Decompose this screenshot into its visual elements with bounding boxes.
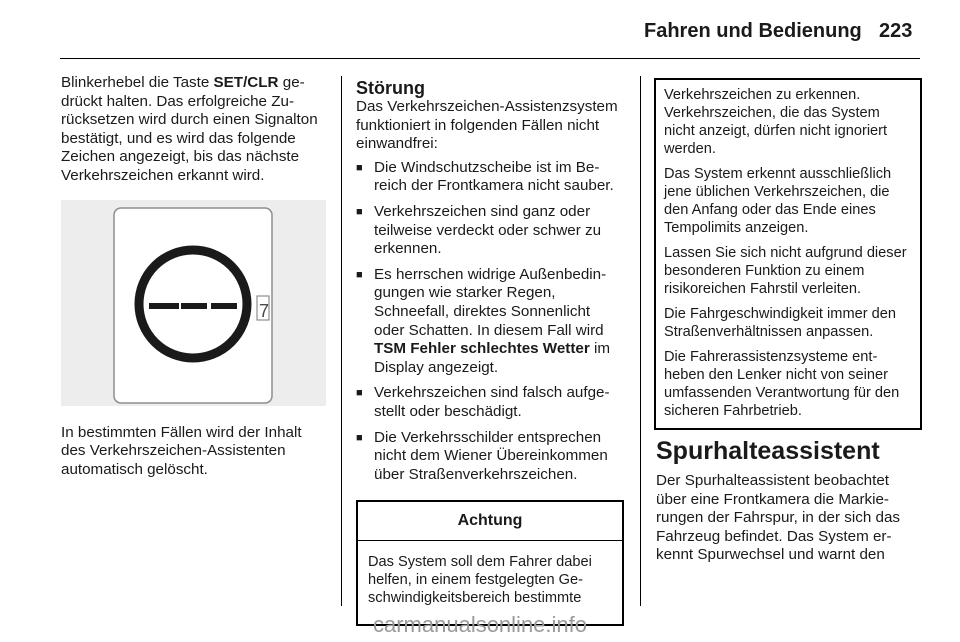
list-item: ■ Die Windschutzscheibe ist im Bereich der Frontkamera nicht sauber.	[356, 158, 614, 195]
watermark: carmanualsonline.info	[372, 612, 588, 637]
list-item: ■ Verkehrszeichen sind ganz oder teilweise verdeckt oder schwer zu erkennen.	[356, 202, 602, 258]
column-3	[656, 78, 922, 572]
warning-paragraph: Lassen Sie sich nicht aufgrund dieser besonderen Funktion zu einem risikoreichen Fahrstil verleiten.	[664, 245, 907, 297]
lane-assist-paragraph: Der Spurhalteassistent beobachtet über eine Frontkamera die Markierungen der Fahrspur, in der sich das Fahrzeug befindet. Das System erkennt Spurwechsel und warnt den	[656, 472, 900, 564]
bullet-square: ■	[356, 387, 363, 400]
warning-text: Das System soll dem Fahrer dabei helfen, in einem festgelegten Geschwindigkeitsbereich bestimmte	[368, 554, 592, 607]
set-clr-key-label: SET/CLR	[213, 74, 279, 91]
warning-paragraph: Die Fahrgeschwindigkeit immer den Straßenverhältnissen anpassen.	[664, 306, 896, 340]
reset-paragraph: Blinkerhebel die Taste SET/CLR gedrückt halten. Das erfolgreiche Zurücksetzen wird durch einen Signalton bestätigt, und es wird das folgende Zeichen angezeigt, bis das nächste Verkehrszeichen erkannt wird.	[61, 74, 318, 184]
warning-box	[356, 500, 624, 626]
warning-box-continued	[654, 78, 922, 430]
end-of-restriction-sign-illustration	[61, 200, 326, 406]
warning-paragraph: Das System erkennt ausschließlich jene üblichen Verkehrszeichen, die den Anfang oder das Ende eines Tempolimits anzeigen.	[664, 166, 892, 236]
list-item: ■ Es herrschen widrige Außenbedingungen wie starker Regen, Schneefall, direktes Sonnenlicht oder Schatten. In diesem Fall wird TSM Fehler schlechtes Wetter im Display angezeigt.	[356, 265, 611, 376]
fault-heading: Störung	[356, 78, 425, 98]
warning-paragraph: Die Fahrerassistenzsysteme entheben den Lenker nicht von seiner umfassenden Verantwortung für den sicheren Fahrbetrieb.	[664, 349, 900, 419]
column-2	[356, 78, 624, 626]
fault-list	[356, 159, 624, 485]
fault-intro: Das Verkehrszeichen-Assistenzsystem funktioniert in folgenden Fällen nicht einwandfrei:	[356, 98, 618, 153]
bullet-square: ■	[356, 268, 363, 281]
sign-graphic	[61, 200, 326, 406]
list-item: ■ Die Verkehrsschilder entsprechen nicht dem Wiener Übereinkommen über Straßenverkehrszeichen.	[356, 428, 608, 483]
weather-fault-message: TSM Fehler schlechtes Wetter	[374, 340, 590, 358]
column-divider-2	[640, 76, 641, 606]
lane-assist-heading: Spurhalteassistent	[656, 437, 880, 465]
auto-clear-paragraph: In bestimmten Fällen wird der Inhalt des Verkehrszeichen-Assistenten automatisch gelöscht.	[61, 423, 302, 478]
bullet-square: ■	[356, 161, 363, 174]
bullet-square: ■	[356, 205, 363, 218]
warning-title: Achtung	[358, 502, 622, 541]
warning-paragraph: Verkehrszeichen zu erkennen. Verkehrszeichen, die das System nicht anzeigt, dürfen nicht ignoriert werden.	[664, 87, 888, 157]
list-item: ■ Verkehrszeichen sind falsch aufgestellt oder beschädigt.	[356, 384, 610, 420]
column-divider-1	[341, 76, 342, 606]
bullet-square: ■	[356, 431, 363, 444]
running-header-title: Fahren und Bedienung	[644, 20, 862, 42]
header-rule	[60, 58, 920, 59]
column-1	[61, 74, 326, 486]
page-number: 223	[879, 20, 913, 42]
small-display-digit: 7	[259, 300, 270, 321]
